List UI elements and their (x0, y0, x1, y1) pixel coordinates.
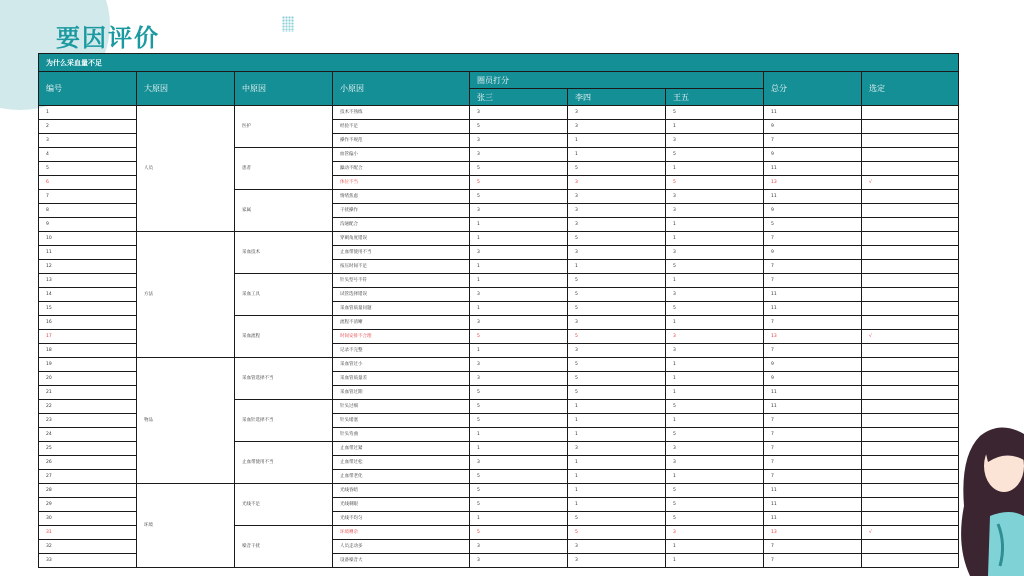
cell-id: 16 (39, 316, 137, 330)
cell-score-3: 1 (666, 540, 764, 554)
cell-small-cause: 躁动不配合 (333, 162, 470, 176)
cell-id: 22 (39, 400, 137, 414)
cell-score-3: 1 (666, 120, 764, 134)
header-mid-cause: 中原因 (235, 72, 333, 106)
cell-selected (862, 274, 959, 288)
cell-score-2: 1 (568, 414, 666, 428)
table-row (39, 358, 959, 372)
header-id: 编号 (39, 72, 137, 106)
cell-score-2: 3 (568, 190, 666, 204)
cell-selected (862, 372, 959, 386)
cell-score-3: 5 (666, 302, 764, 316)
cell-score-2: 5 (568, 526, 666, 540)
cell-score-2: 5 (568, 512, 666, 526)
cell-score-2: 3 (568, 540, 666, 554)
cell-total: 11 (764, 162, 862, 176)
cell-small-cause: 穿刺角度错误 (333, 232, 470, 246)
cell-id: 31 (39, 526, 137, 540)
cell-score-1: 5 (470, 400, 568, 414)
cell-total: 13 (764, 330, 862, 344)
cell-score-3: 1 (666, 316, 764, 330)
cell-score-2: 1 (568, 456, 666, 470)
cell-selected (862, 316, 959, 330)
cell-score-2: 1 (568, 428, 666, 442)
cell-selected (862, 302, 959, 316)
cell-id: 11 (39, 246, 137, 260)
cell-mid-cause: 噪音干扰 (235, 526, 333, 568)
cell-score-1: 3 (470, 554, 568, 568)
cell-score-3: 1 (666, 470, 764, 484)
cell-score-1: 5 (470, 470, 568, 484)
cell-selected: √ (862, 526, 959, 540)
cell-score-2: 5 (568, 274, 666, 288)
cell-id: 23 (39, 414, 137, 428)
cell-score-3: 3 (666, 288, 764, 302)
decorative-dots (282, 16, 294, 32)
cell-selected (862, 540, 959, 554)
cell-score-1: 3 (470, 316, 568, 330)
header-scorer: 张三 (470, 89, 568, 106)
cell-score-3: 3 (666, 330, 764, 344)
header-selected: 选定 (862, 72, 959, 106)
table-body (39, 106, 959, 568)
cell-id: 28 (39, 484, 137, 498)
cell-score-3: 1 (666, 162, 764, 176)
cell-score-1: 5 (470, 176, 568, 190)
cell-id: 26 (39, 456, 137, 470)
cell-score-3: 5 (666, 148, 764, 162)
cell-score-2: 1 (568, 260, 666, 274)
cell-score-1: 5 (470, 414, 568, 428)
cell-total: 7 (764, 260, 862, 274)
cell-score-2: 3 (568, 316, 666, 330)
cell-total: 9 (764, 148, 862, 162)
table-row (39, 106, 959, 120)
cell-score-2: 5 (568, 386, 666, 400)
cell-score-1: 5 (470, 484, 568, 498)
cell-id: 18 (39, 344, 137, 358)
cell-small-cause: 针头堵塞 (333, 414, 470, 428)
cell-score-1: 5 (470, 190, 568, 204)
header-scoring: 圈员打分 (470, 72, 764, 89)
cell-score-1: 5 (470, 120, 568, 134)
cell-small-cause: 针头过细 (333, 400, 470, 414)
cell-selected: √ (862, 330, 959, 344)
cell-small-cause: 情绪焦虑 (333, 190, 470, 204)
cell-small-cause: 血管偏小 (333, 148, 470, 162)
cell-score-3: 1 (666, 372, 764, 386)
cell-mid-cause: 采血管选择不当 (235, 358, 333, 400)
cell-score-2: 3 (568, 246, 666, 260)
cell-selected (862, 358, 959, 372)
cell-score-3: 3 (666, 526, 764, 540)
cell-small-cause: 时间安排不合理 (333, 330, 470, 344)
cell-score-3: 3 (666, 344, 764, 358)
cell-score-2: 5 (568, 288, 666, 302)
cell-score-1: 1 (470, 512, 568, 526)
cell-small-cause: 止血带老化 (333, 470, 470, 484)
cell-selected (862, 288, 959, 302)
cell-score-3: 3 (666, 246, 764, 260)
cell-score-1: 5 (470, 330, 568, 344)
cell-selected (862, 260, 959, 274)
cell-selected (862, 106, 959, 120)
cell-selected (862, 218, 959, 232)
cell-total: 9 (764, 204, 862, 218)
cell-score-3: 1 (666, 386, 764, 400)
cell-id: 8 (39, 204, 137, 218)
cell-total: 11 (764, 106, 862, 120)
cell-score-3: 3 (666, 134, 764, 148)
cell-score-2: 3 (568, 442, 666, 456)
header-big-cause: 大原因 (137, 72, 235, 106)
cell-score-3: 5 (666, 400, 764, 414)
cell-score-1: 1 (470, 442, 568, 456)
cell-score-2: 5 (568, 302, 666, 316)
cell-selected (862, 470, 959, 484)
cell-small-cause: 试管选择错误 (333, 288, 470, 302)
cell-score-2: 3 (568, 218, 666, 232)
cell-small-cause: 光线刺眼 (333, 498, 470, 512)
cell-selected (862, 162, 959, 176)
cell-score-1: 5 (470, 526, 568, 540)
cell-score-2: 1 (568, 400, 666, 414)
cell-id: 33 (39, 554, 137, 568)
cell-score-1: 1 (470, 232, 568, 246)
cell-selected (862, 442, 959, 456)
cell-selected (862, 400, 959, 414)
cell-score-1: 3 (470, 288, 568, 302)
cell-total: 11 (764, 512, 862, 526)
cell-selected (862, 428, 959, 442)
cell-selected (862, 484, 959, 498)
cell-score-1: 3 (470, 106, 568, 120)
cell-total: 11 (764, 190, 862, 204)
cell-score-2: 1 (568, 498, 666, 512)
cell-big-cause: 人员 (137, 106, 235, 232)
cell-total: 5 (764, 218, 862, 232)
cell-score-3: 3 (666, 204, 764, 218)
cell-mid-cause: 采血工具 (235, 274, 333, 316)
cell-id: 25 (39, 442, 137, 456)
cell-id: 3 (39, 134, 137, 148)
cell-score-1: 1 (470, 260, 568, 274)
cell-score-1: 3 (470, 540, 568, 554)
cell-id: 5 (39, 162, 137, 176)
cell-id: 32 (39, 540, 137, 554)
cell-id: 12 (39, 260, 137, 274)
cell-id: 2 (39, 120, 137, 134)
cell-total: 11 (764, 288, 862, 302)
nurse-illustration (950, 416, 1024, 576)
cell-score-2: 5 (568, 358, 666, 372)
table-row (39, 232, 959, 246)
cell-score-3: 5 (666, 428, 764, 442)
cell-score-1: 1 (470, 428, 568, 442)
cell-mid-cause: 采血针选择不当 (235, 400, 333, 442)
cell-total: 7 (764, 442, 862, 456)
cell-total: 9 (764, 246, 862, 260)
cell-score-1: 3 (470, 372, 568, 386)
cell-score-2: 3 (568, 204, 666, 218)
cause-evaluation-table (38, 53, 959, 568)
cell-score-3: 1 (666, 414, 764, 428)
cell-small-cause: 光线不均匀 (333, 512, 470, 526)
cell-score-1: 5 (470, 498, 568, 512)
cell-small-cause: 采血管过期 (333, 386, 470, 400)
cell-id: 10 (39, 232, 137, 246)
cell-score-2: 3 (568, 120, 666, 134)
cell-mid-cause: 止血带使用不当 (235, 442, 333, 484)
cell-selected (862, 456, 959, 470)
cell-id: 21 (39, 386, 137, 400)
cell-small-cause: 干扰操作 (333, 204, 470, 218)
cell-id: 6 (39, 176, 137, 190)
cell-selected (862, 414, 959, 428)
cell-small-cause: 设备噪音大 (333, 554, 470, 568)
cell-total: 7 (764, 316, 862, 330)
cell-score-2: 5 (568, 372, 666, 386)
cell-total: 7 (764, 456, 862, 470)
cell-id: 13 (39, 274, 137, 288)
cell-score-3: 5 (666, 512, 764, 526)
cell-selected (862, 344, 959, 358)
cell-small-cause: 记录不完整 (333, 344, 470, 358)
cell-total: 7 (764, 470, 862, 484)
cell-score-3: 5 (666, 106, 764, 120)
cell-score-1: 3 (470, 204, 568, 218)
cell-id: 17 (39, 330, 137, 344)
cell-total: 11 (764, 484, 862, 498)
cell-score-2: 3 (568, 106, 666, 120)
header-scorer: 王五 (666, 89, 764, 106)
cell-score-1: 5 (470, 162, 568, 176)
cell-id: 27 (39, 470, 137, 484)
cell-small-cause: 按压时间不足 (333, 260, 470, 274)
header-total: 总分 (764, 72, 862, 106)
cell-score-2: 1 (568, 148, 666, 162)
cell-id: 9 (39, 218, 137, 232)
cell-score-3: 3 (666, 190, 764, 204)
cell-mid-cause: 光线不足 (235, 484, 333, 526)
cell-score-2: 1 (568, 134, 666, 148)
cell-score-3: 1 (666, 218, 764, 232)
cell-small-cause: 沟通配合 (333, 218, 470, 232)
cell-total: 9 (764, 120, 862, 134)
cell-big-cause: 环境 (137, 484, 235, 568)
cell-selected: √ (862, 176, 959, 190)
cell-score-2: 3 (568, 554, 666, 568)
cell-small-cause: 光线昏暗 (333, 484, 470, 498)
cell-score-1: 5 (470, 386, 568, 400)
table-row (39, 484, 959, 498)
cell-score-2: 5 (568, 330, 666, 344)
cell-score-1: 1 (470, 344, 568, 358)
cell-score-2: 3 (568, 176, 666, 190)
cell-mid-cause: 采血流程 (235, 316, 333, 358)
cell-score-3: 3 (666, 456, 764, 470)
cell-total: 7 (764, 134, 862, 148)
cell-total: 7 (764, 344, 862, 358)
cell-big-cause: 方法 (137, 232, 235, 358)
cell-total: 7 (764, 232, 862, 246)
cell-total: 11 (764, 302, 862, 316)
cell-small-cause: 操作不规范 (333, 134, 470, 148)
cell-score-1: 3 (470, 134, 568, 148)
cell-small-cause: 采血管质量问题 (333, 302, 470, 316)
cell-total: 11 (764, 386, 862, 400)
cell-selected (862, 148, 959, 162)
cell-total: 13 (764, 176, 862, 190)
cell-id: 4 (39, 148, 137, 162)
cell-mid-cause: 患者 (235, 148, 333, 190)
cell-total: 11 (764, 498, 862, 512)
cell-small-cause: 针头型号不符 (333, 274, 470, 288)
cell-id: 20 (39, 372, 137, 386)
cell-small-cause: 人员走动多 (333, 540, 470, 554)
cell-id: 29 (39, 498, 137, 512)
cell-score-2: 5 (568, 232, 666, 246)
cell-small-cause: 针头弯曲 (333, 428, 470, 442)
cell-small-cause: 经验不足 (333, 120, 470, 134)
cell-id: 24 (39, 428, 137, 442)
page-title: 要因评价 (56, 24, 160, 52)
cell-selected (862, 134, 959, 148)
cell-small-cause: 技术不熟练 (333, 106, 470, 120)
cell-mid-cause: 采血技术 (235, 232, 333, 274)
cell-score-1: 3 (470, 148, 568, 162)
cell-score-3: 3 (666, 442, 764, 456)
cell-total: 11 (764, 400, 862, 414)
cell-total: 7 (764, 428, 862, 442)
cell-mid-cause: 家属 (235, 190, 333, 232)
cell-small-cause: 采血管质量差 (333, 372, 470, 386)
cell-total: 7 (764, 554, 862, 568)
cell-score-3: 1 (666, 554, 764, 568)
header-small-cause: 小原因 (333, 72, 470, 106)
cell-total: 7 (764, 274, 862, 288)
cell-selected (862, 246, 959, 260)
table-caption: 为什么采血量不足 (39, 54, 959, 72)
cell-selected (862, 190, 959, 204)
cell-small-cause: 止血带过紧 (333, 442, 470, 456)
cell-score-1: 3 (470, 456, 568, 470)
cell-id: 7 (39, 190, 137, 204)
cell-total: 9 (764, 358, 862, 372)
cell-small-cause: 采血管过小 (333, 358, 470, 372)
cell-selected (862, 554, 959, 568)
cell-score-3: 5 (666, 176, 764, 190)
cell-small-cause: 流程不清晰 (333, 316, 470, 330)
cell-score-3: 5 (666, 260, 764, 274)
cell-selected (862, 204, 959, 218)
cell-score-3: 1 (666, 274, 764, 288)
cell-selected (862, 386, 959, 400)
cell-small-cause: 环境嘈杂 (333, 526, 470, 540)
header-scorer: 李四 (568, 89, 666, 106)
cell-selected (862, 232, 959, 246)
cell-selected (862, 512, 959, 526)
cell-score-3: 1 (666, 358, 764, 372)
cell-small-cause: 止血带过松 (333, 456, 470, 470)
cell-big-cause: 物品 (137, 358, 235, 484)
cell-score-2: 1 (568, 484, 666, 498)
cell-small-cause: 止血带使用不当 (333, 246, 470, 260)
cell-id: 30 (39, 512, 137, 526)
cell-score-1: 1 (470, 274, 568, 288)
cell-score-3: 1 (666, 232, 764, 246)
cell-selected (862, 498, 959, 512)
cell-score-2: 5 (568, 162, 666, 176)
cell-score-2: 1 (568, 470, 666, 484)
cell-score-3: 5 (666, 484, 764, 498)
cell-selected (862, 120, 959, 134)
cell-total: 9 (764, 372, 862, 386)
cell-small-cause: 体位不当 (333, 176, 470, 190)
cell-id: 19 (39, 358, 137, 372)
cell-id: 1 (39, 106, 137, 120)
cell-score-1: 1 (470, 218, 568, 232)
cell-score-1: 3 (470, 246, 568, 260)
cell-mid-cause: 医护 (235, 106, 333, 148)
cell-id: 14 (39, 288, 137, 302)
cell-score-1: 3 (470, 358, 568, 372)
cell-total: 7 (764, 414, 862, 428)
cell-total: 13 (764, 526, 862, 540)
cell-score-3: 5 (666, 498, 764, 512)
cell-id: 15 (39, 302, 137, 316)
cell-total: 7 (764, 540, 862, 554)
cell-score-1: 1 (470, 302, 568, 316)
cell-score-2: 3 (568, 344, 666, 358)
